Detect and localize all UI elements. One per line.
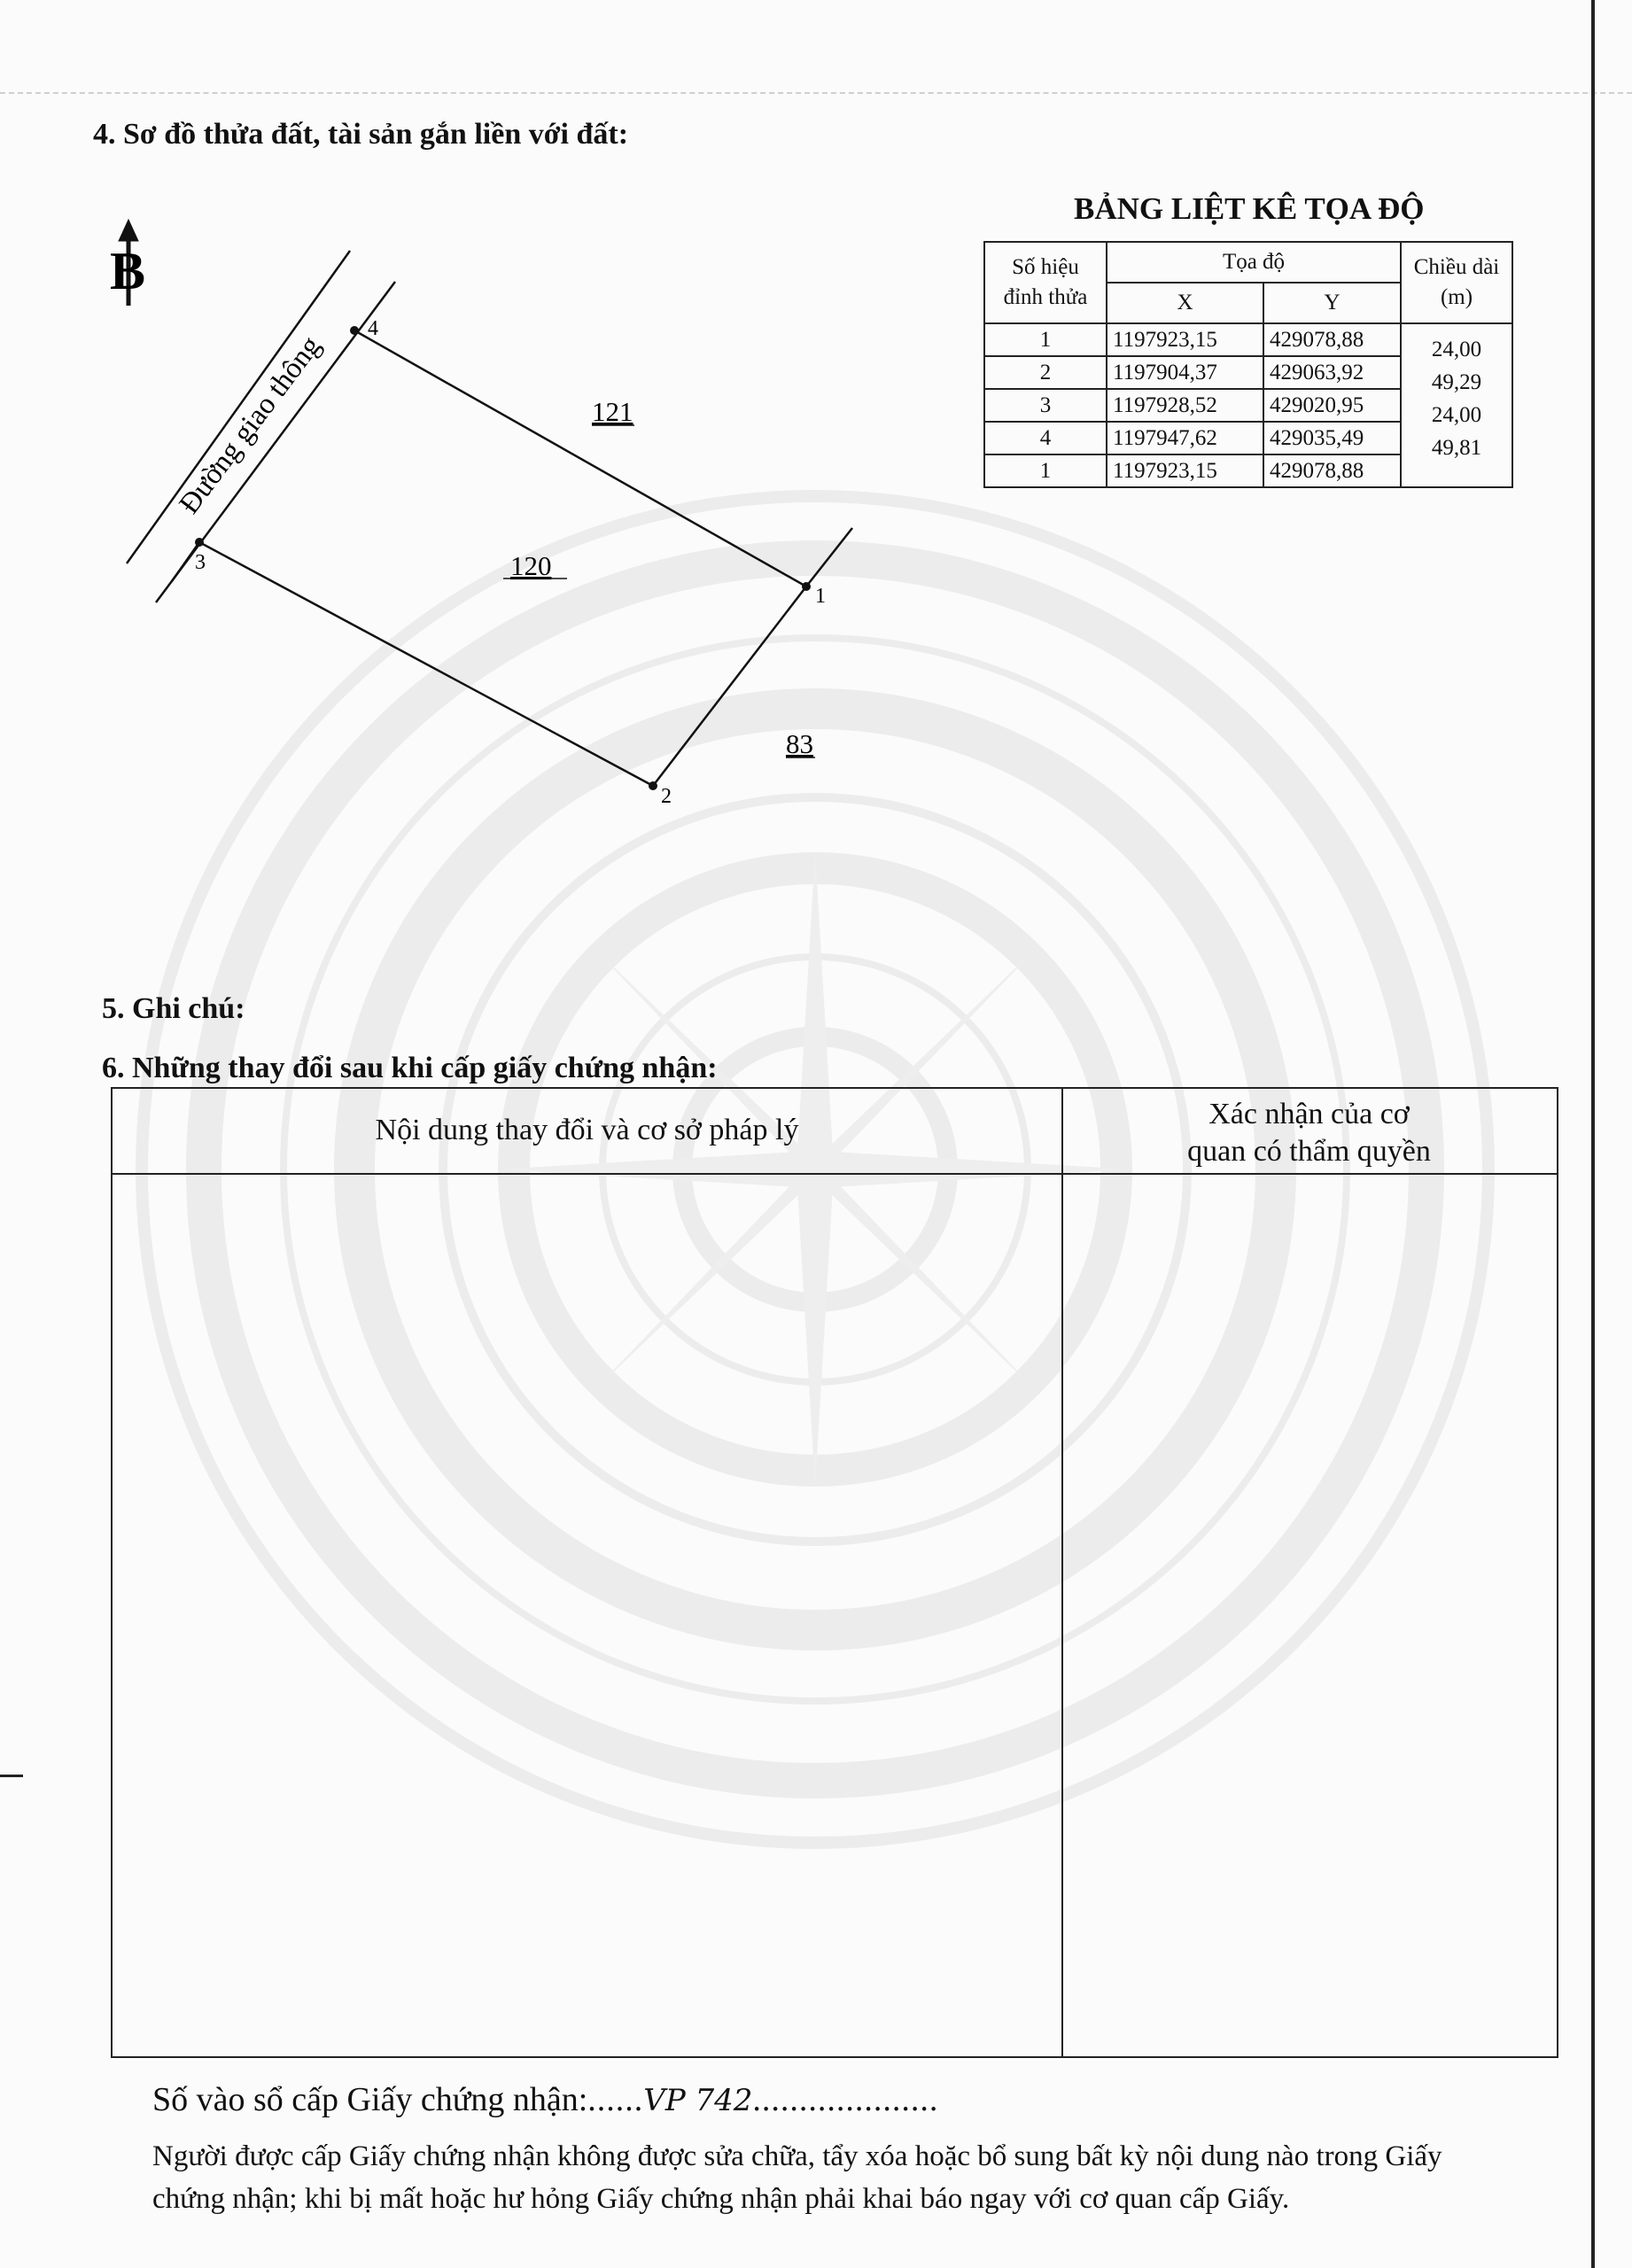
parcel-diagram (0, 0, 975, 886)
header-coordinates: Tọa độ (1107, 242, 1401, 283)
page-edge-line (1591, 0, 1595, 2268)
changes-table-divider (1061, 1089, 1063, 2056)
changes-table (111, 1087, 1558, 2058)
registry-label: Số vào sổ cấp Giấy chứng nhận: (152, 2081, 588, 2118)
header-authority-confirmation: Xác nhận của cơ quan có thẩm quyền (1187, 1098, 1431, 1168)
vertex-label-1: 1 (815, 585, 826, 608)
vertex-label-2: 2 (661, 785, 672, 808)
table-row: 3 1197928,52 429020,95 (984, 389, 1512, 422)
header-vertex: Số hiệu đỉnh thửa (984, 242, 1107, 323)
margin-mark (0, 1775, 23, 1777)
table-row: 1 1197923,15 429078,88 24,00 49,29 24,00 49,81 (984, 323, 1512, 356)
parcel-label-83: 83 (786, 728, 813, 759)
table-row: 4 1197947,62 429035,49 (984, 422, 1512, 454)
registry-number: VP 742 (643, 2083, 753, 2118)
parcel-label-120: 120 (510, 550, 552, 581)
registry-number-line: Số vào sổ cấp Giấy chứng nhận:......VP 742.................... (152, 2081, 939, 2118)
table-row: 1 1197923,15 429078,88 (984, 454, 1512, 487)
notice-text: Người được cấp Giấy chứng nhận không được sửa chữa, tẩy xóa hoặc bổ sung bất kỳ nội dung nào trong Giấy chứng nhận; khi bị mất hoặc hư hỏng Giấy chứng nhận phải khai báo ngay với cơ quan cấp Giấy. (152, 2140, 1442, 2215)
parcel-label-121: 121 (592, 396, 633, 427)
header-y: Y (1263, 283, 1401, 323)
header-x: X (1107, 283, 1263, 323)
length-column: 24,00 49,29 24,00 49,81 (1401, 323, 1512, 487)
road-label: Đường giao thông (173, 330, 328, 520)
vertex-label-4: 4 (368, 317, 378, 340)
notes-heading: 5. Ghi chú: (102, 992, 245, 1025)
coordinate-table (983, 241, 1513, 488)
header-length: Chiều dài (m) (1401, 242, 1512, 323)
north-label: B (110, 242, 146, 300)
changes-heading: 6. Những thay đổi sau khi cấp giấy chứng nhận: (102, 1052, 718, 1084)
road-edge-outer (127, 251, 350, 563)
header-change-content: Nội dung thay đổi và cơ sở pháp lý (375, 1114, 799, 1146)
vertex-label-3: 3 (195, 551, 206, 574)
table-row: 2 1197904,37 429063,92 (984, 356, 1512, 389)
diagram-heading: 4. Sơ đồ thửa đất, tài sản gắn liền với đất: (93, 118, 629, 151)
coordinate-table-title: BẢNG LIỆT KÊ TỌA ĐỘ (1074, 191, 1425, 226)
